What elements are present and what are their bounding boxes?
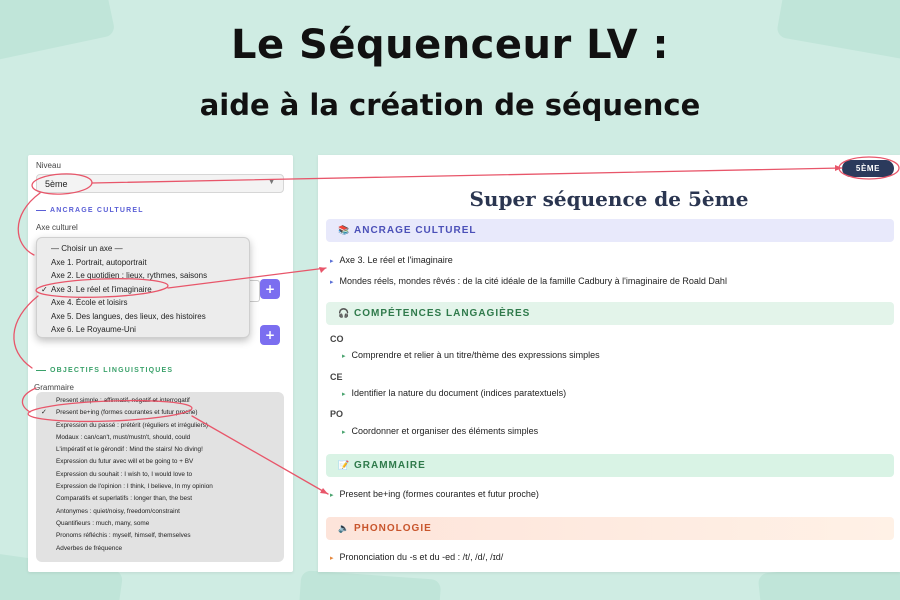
grammar-option-selected[interactable]: ✓ Present be+ing (formes courantes et futur proche): [36, 407, 284, 419]
arrow-icon: ▸: [342, 429, 346, 436]
cultural-text-input[interactable]: [250, 280, 260, 302]
hero-subtitle: aide à la création de séquence: [199, 88, 701, 122]
axis-option[interactable]: Axe 1. Portrait, autoportrait: [51, 257, 147, 267]
add-cultural-button[interactable]: +: [260, 279, 280, 299]
axis-option[interactable]: Axe 6. Le Royaume-Uni: [51, 325, 136, 334]
grammar-header-band: [326, 454, 894, 477]
section-dash: [36, 210, 46, 211]
check-icon: ✓: [41, 409, 47, 417]
skill-item-po: ▸ Coordonner et organiser des éléments simples: [342, 426, 539, 436]
speaker-icon: 🔈: [338, 523, 351, 533]
hero-title: Le Séquenceur LV :: [230, 22, 670, 68]
grammar-option[interactable]: Expression du futur avec will et be going to + BV: [56, 458, 194, 466]
grammar-option[interactable]: Present simple : affirmatif, négatif et interrogatif: [56, 397, 190, 404]
axis-option[interactable]: Axe 2. Le quotidien : lieux, rythmes, saisons: [51, 271, 208, 280]
linguistic-section-heading: [36, 367, 173, 374]
cultural-section-heading: [36, 207, 144, 214]
linguistic-section-label: OBJECTIFS LINGUISTIQUES: [50, 367, 174, 374]
level-select[interactable]: [36, 174, 284, 193]
cultural-item: ▸ Axe 3. Le réel et l'imaginaire: [330, 255, 453, 265]
phonology-item: ▸ Prononciation du -s et du -ed : /t/, /d/, /ɪd/: [330, 552, 504, 562]
grammar-label: Grammaire: [34, 383, 75, 392]
headphones-icon: 🎧: [338, 308, 351, 318]
skills-header-label: COMPÉTENCES LANGAGIÈRES: [354, 308, 531, 319]
phonology-header-band: [326, 517, 894, 540]
grammar-option[interactable]: Quantifieurs : much, many, some: [56, 519, 150, 527]
skills-header-band: [326, 302, 894, 325]
arrow-icon: ▸: [330, 258, 334, 265]
grammar-option[interactable]: Antonymes : quiet/noisy, freedom/constraint: [56, 507, 180, 515]
skill-label-co: CO: [330, 334, 344, 344]
skill-label-po: PO: [330, 409, 344, 419]
arrow-icon: ▸: [330, 555, 334, 562]
cultural-header-label: ANCRAGE CULTUREL: [354, 225, 477, 236]
axis-option[interactable]: Axe 5. Des langues, des lieux, des histoires: [51, 311, 206, 321]
section-dash: [36, 370, 46, 371]
skill-item-co: ▸ Comprendre et relier à un titre/thème des expressions simples: [342, 350, 600, 360]
arrow-icon: ▸: [342, 391, 346, 398]
grammar-item: ▸ Present be+ing (formes courantes et futur proche): [330, 489, 539, 499]
sequence-preview-panel: [318, 155, 900, 572]
cultural-header-band: [326, 219, 894, 242]
cultural-section-label: ANCRAGE CULTUREL: [50, 207, 144, 214]
background-book-decoration: [299, 570, 441, 600]
books-icon: 📚: [338, 225, 351, 235]
level-badge: 5ÈME: [842, 160, 894, 177]
skill-item-ce: ▸ Identifier la nature du document (indices paratextuels): [342, 388, 567, 398]
grammar-option[interactable]: Pronoms réfléchis : myself, himself, themselves: [56, 532, 191, 540]
grammar-option[interactable]: Expression du souhait : I wish to, I would love to: [56, 470, 193, 478]
grammar-header-label: GRAMMAIRE: [354, 460, 426, 471]
grammar-option[interactable]: Expression du passé : prétérit (réguliers et irréguliers): [56, 421, 209, 429]
pencil-icon: 📝: [338, 460, 351, 470]
level-select-value: 5ème: [45, 179, 68, 189]
arrow-icon: ▸: [330, 279, 334, 286]
chevron-down-icon: ▼: [268, 179, 275, 186]
axis-option-selected[interactable]: ✓ Axe 3. Le réel et l'imaginaire: [37, 283, 249, 297]
grammar-option[interactable]: L'impératif et le gérondif : Mind the stairs! No diving!: [56, 446, 203, 454]
check-icon: ✓: [41, 284, 48, 294]
level-label: Niveau: [36, 161, 61, 170]
cultural-axis-label: Axe culturel: [36, 223, 78, 232]
grammar-option[interactable]: Modaux : can/can't, must/mustn't, should, could: [56, 433, 191, 441]
grammar-option[interactable]: Expression de l'opinion : I think, I believe, In my opinion: [56, 483, 213, 491]
skill-label-ce: CE: [330, 372, 343, 382]
phonology-header-label: PHONOLOGIE: [354, 523, 432, 534]
axis-option[interactable]: — Choisir un axe —: [51, 244, 123, 253]
cultural-item: ▸ Mondes réels, mondes rêvés : de la cité idéale de la famille Cadbury à l'imaginaire de Roald Dahl: [330, 276, 727, 286]
grammar-option[interactable]: Adverbes de fréquence: [56, 544, 123, 552]
add-item-button[interactable]: +: [260, 325, 280, 345]
arrow-icon: ▸: [342, 353, 346, 360]
sequence-title: Super séquence de 5ème: [469, 187, 749, 211]
axis-option[interactable]: Axe 4. École et loisirs: [51, 298, 128, 307]
grammar-option[interactable]: Comparatifs et superlatifs : longer than, the best: [56, 495, 193, 503]
sequence-form-panel: [28, 155, 293, 572]
axis-dropdown-menu[interactable]: [36, 237, 250, 338]
arrow-icon: ▸: [330, 492, 334, 499]
grammar-dropdown-menu[interactable]: [36, 392, 284, 562]
